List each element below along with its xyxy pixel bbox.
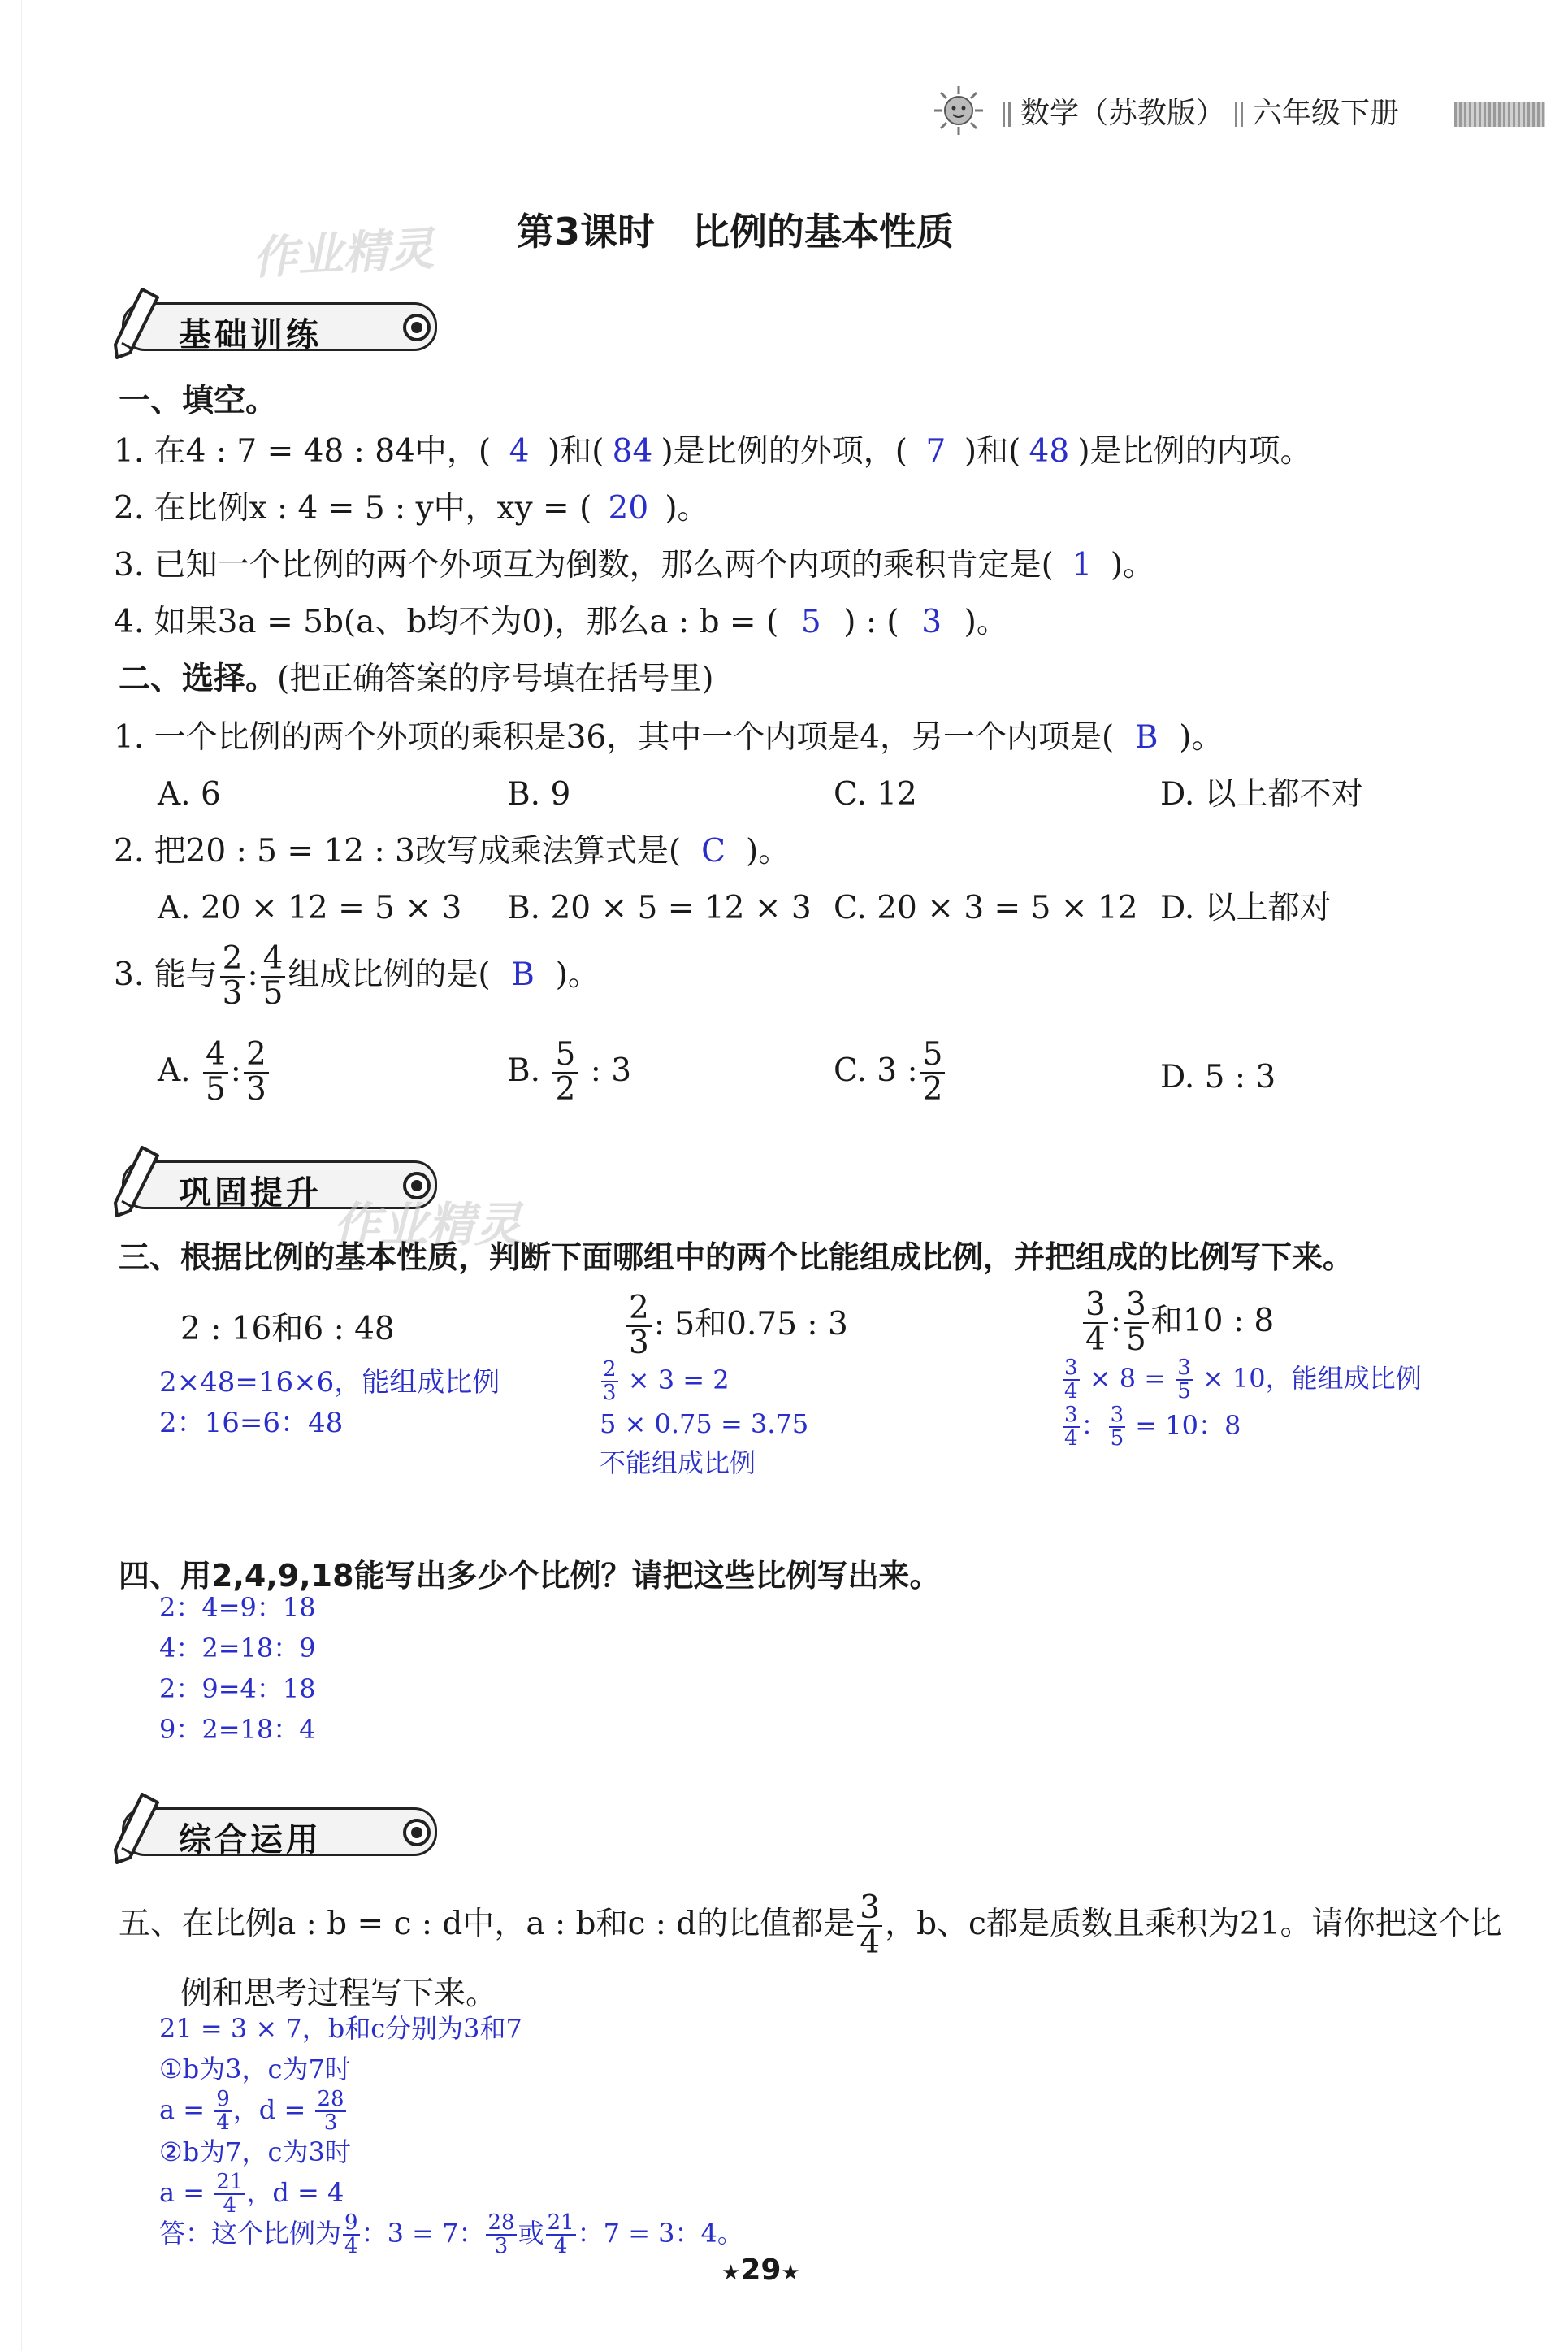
q-text: )。 bbox=[555, 956, 600, 993]
part5-question-cont: 例和思考过程写下来。 bbox=[180, 1976, 498, 2012]
option: B. 9 bbox=[507, 776, 571, 813]
fraction bbox=[601, 1359, 618, 1405]
fraction bbox=[343, 2212, 360, 2258]
part5-answer: 21 = 3 × 7，b和c分别为3和7 bbox=[159, 2013, 522, 2044]
denominator: 3 bbox=[222, 974, 243, 1012]
fraction bbox=[857, 1889, 882, 1961]
numerator: 2 bbox=[603, 1357, 617, 1382]
numerator: 5 bbox=[920, 1039, 946, 1074]
part2-heading bbox=[119, 663, 713, 695]
option: B. 20 × 5 = 12 × 3 bbox=[507, 890, 812, 926]
badge-label: 综合运用 bbox=[179, 1821, 322, 1859]
fraction bbox=[1176, 1357, 1193, 1403]
numerator: 9 bbox=[216, 2087, 230, 2111]
option-label: C. bbox=[834, 1052, 867, 1089]
fraction bbox=[220, 940, 245, 1012]
answer: 84 bbox=[612, 433, 653, 470]
numerator: 3 bbox=[1124, 1289, 1149, 1324]
fraction bbox=[1109, 1404, 1126, 1451]
q-text: 4. 如果3a = 5b(a、b均不为0)，那么a : b = ( bbox=[114, 604, 779, 640]
part5-answer bbox=[159, 2089, 348, 2135]
denominator: 2 bbox=[922, 1070, 943, 1108]
denominator: 3 bbox=[494, 2234, 509, 2259]
answer: 3 bbox=[921, 604, 942, 640]
numerator: 3 bbox=[1110, 1403, 1124, 1427]
badge-ring-icon bbox=[403, 1819, 431, 1846]
q-text: : bbox=[247, 956, 258, 993]
denominator: 5 bbox=[1177, 1379, 1191, 1404]
page-number bbox=[721, 2253, 800, 2287]
fraction bbox=[1124, 1286, 1149, 1358]
part2-q3 bbox=[114, 940, 600, 1012]
part5-answer: ①b为3，c为7时 bbox=[159, 2054, 351, 2084]
part1-q4 bbox=[114, 606, 1008, 638]
watermark: 作业精灵 bbox=[250, 223, 435, 285]
numerator: 4 bbox=[203, 1039, 228, 1074]
numerator: 2 bbox=[244, 1039, 269, 1074]
part3-group2-title bbox=[624, 1292, 848, 1360]
option-label: A. bbox=[158, 1052, 191, 1089]
watermark: 作业精灵 bbox=[333, 1197, 522, 1252]
page-edge bbox=[21, 0, 22, 2351]
part5-final-answer bbox=[159, 2212, 743, 2258]
part3-group2-answer bbox=[600, 1359, 730, 1405]
answer-text: a = bbox=[159, 2176, 206, 2208]
q-text: )。 bbox=[665, 490, 709, 527]
q-text: 2. 在比例x : 4 = 5 : y中，xy = ( bbox=[114, 490, 592, 527]
answer-text: ，d = bbox=[232, 2093, 306, 2125]
denominator: 4 bbox=[860, 1924, 881, 1961]
fraction bbox=[214, 2171, 245, 2218]
part3-group2-answer: 5 × 0.75 = 3.75 bbox=[600, 1408, 809, 1439]
answer-text: a = bbox=[159, 2093, 206, 2125]
q-text: 3. 已知一个比例的两个外项互为倒数，那么两个内项的乘积肯定是( bbox=[114, 547, 1054, 583]
section-badge-application bbox=[89, 1799, 447, 1858]
option: D. 5 : 3 bbox=[1160, 1059, 1276, 1095]
header-subject: 数学（苏教版） bbox=[1020, 97, 1226, 130]
option bbox=[158, 1036, 271, 1108]
numerator: 2 bbox=[220, 943, 245, 978]
numerator: 21 bbox=[216, 2170, 244, 2194]
part2-q2 bbox=[114, 833, 790, 870]
option: D. 以上都不对 bbox=[1160, 776, 1363, 813]
denominator: 5 bbox=[1125, 1321, 1146, 1358]
denominator: 3 bbox=[603, 1381, 617, 1406]
denominator: 5 bbox=[205, 1070, 226, 1108]
answer-text: = 10：8 bbox=[1135, 1409, 1241, 1441]
option: C. 12 bbox=[834, 776, 917, 813]
star-icon: ★ bbox=[721, 2261, 741, 2285]
part4-answer: 2：9=4：18 bbox=[159, 1673, 316, 1704]
fraction bbox=[1083, 1286, 1108, 1358]
part1-q2 bbox=[114, 490, 709, 527]
part5-question bbox=[119, 1889, 1502, 1961]
answer-text: × 8 = bbox=[1089, 1362, 1167, 1394]
q-text: 2. 把20 : 5 = 12 : 3改写成乘法算式是( bbox=[114, 833, 682, 870]
part3-group1-answer: 2：16=6：48 bbox=[159, 1407, 344, 1439]
numerator: 9 bbox=[344, 2210, 358, 2235]
q-text: 1. 在4 : 7 = 48 : 84中，( bbox=[114, 433, 492, 470]
part4-answer: 2：4=9：18 bbox=[159, 1592, 316, 1623]
denominator: 4 bbox=[216, 2110, 230, 2136]
numerator: 3 bbox=[857, 1892, 882, 1927]
answer: B bbox=[1134, 719, 1159, 756]
pencil-icon bbox=[97, 1144, 162, 1217]
answer-text: ，d = 4 bbox=[246, 2176, 344, 2208]
numerator: 28 bbox=[487, 2210, 515, 2235]
lesson-title: 第3课时 比例的基本性质 bbox=[517, 210, 955, 254]
numerator: 3 bbox=[1177, 1356, 1191, 1380]
denominator: 3 bbox=[245, 1070, 266, 1108]
part1-q1 bbox=[114, 433, 1312, 470]
option bbox=[834, 1036, 947, 1108]
header bbox=[993, 99, 1399, 128]
part2-q1 bbox=[114, 719, 1224, 756]
part3-group1-title: 2 : 16和6 : 48 bbox=[180, 1311, 395, 1347]
numerator: 3 bbox=[1083, 1289, 1108, 1324]
pencil-icon bbox=[97, 286, 162, 359]
option: A. 20 × 12 = 5 × 3 bbox=[158, 890, 462, 926]
option: D. 以上都对 bbox=[1160, 890, 1332, 926]
q-text: ) : ( bbox=[843, 604, 899, 640]
denominator: 4 bbox=[223, 2193, 237, 2219]
q-text: 五、在比例a : b = c : d中，a : b和c : d的比值都是 bbox=[119, 1905, 855, 1942]
denominator: 4 bbox=[1064, 1426, 1078, 1451]
header-separator bbox=[1235, 102, 1243, 127]
part5-answer: ②b为7，c为3时 bbox=[159, 2136, 351, 2167]
answer: 1 bbox=[1072, 547, 1093, 583]
answer-text: × 3 = 2 bbox=[627, 1364, 730, 1395]
q-text: )是比例的内项。 bbox=[1077, 433, 1312, 470]
answer-text: 或 bbox=[518, 2217, 544, 2249]
q-text: : bbox=[1110, 1302, 1121, 1339]
q-text: )和( bbox=[964, 433, 1021, 470]
fraction bbox=[214, 2089, 232, 2135]
q-text: 组成比例的是( bbox=[288, 956, 491, 993]
denominator: 2 bbox=[555, 1070, 576, 1108]
part3-group3-answer bbox=[1061, 1357, 1422, 1403]
q-text: 和10 : 8 bbox=[1150, 1302, 1275, 1339]
q-text: 3. 能与 bbox=[114, 956, 218, 993]
fraction bbox=[244, 1036, 269, 1108]
q-text: ，b、c都是质数且乘积为21。请你把这个比 bbox=[885, 1905, 1502, 1942]
numerator: 21 bbox=[547, 2210, 574, 2235]
answer-text: 答：这个比例为 bbox=[159, 2217, 342, 2249]
numerator: 4 bbox=[261, 943, 286, 978]
part3-group2-answer: 不能组成比例 bbox=[600, 1447, 756, 1478]
answer: 5 bbox=[800, 604, 821, 640]
option: C. 20 × 3 = 5 × 12 bbox=[834, 890, 1138, 926]
denominator: 3 bbox=[323, 2110, 338, 2136]
denominator: 4 bbox=[553, 2234, 568, 2259]
answer: 48 bbox=[1029, 433, 1070, 470]
page-number-value: 29 bbox=[740, 2253, 782, 2287]
part5-answer bbox=[159, 2171, 344, 2218]
q-text: )。 bbox=[1179, 719, 1224, 756]
part2-heading-note: (把正确答案的序号填在括号里) bbox=[277, 661, 714, 697]
numerator: 28 bbox=[317, 2087, 344, 2111]
q-text: )。 bbox=[1110, 547, 1155, 583]
q-text: )是比例的外项，( bbox=[661, 433, 907, 470]
badge-label: 基础训练 bbox=[179, 316, 322, 354]
q-text: 1. 一个比例的两个外项的乘积是36，其中一个内项是4，另一个内项是( bbox=[114, 719, 1115, 756]
part3-group3-title bbox=[1081, 1286, 1275, 1358]
answer-text: × 10，能组成比例 bbox=[1202, 1362, 1422, 1394]
numerator: 5 bbox=[552, 1039, 578, 1074]
numerator: 3 bbox=[1064, 1403, 1078, 1427]
fraction bbox=[626, 1292, 652, 1360]
section-badge-basic bbox=[89, 294, 447, 353]
fraction bbox=[1063, 1357, 1080, 1403]
q-text: 3 : bbox=[877, 1052, 918, 1089]
part1-q3 bbox=[114, 549, 1154, 581]
numerator: 3 bbox=[1064, 1356, 1078, 1380]
q-text: : bbox=[230, 1052, 241, 1089]
badge-ring-icon bbox=[403, 314, 431, 341]
header-separator bbox=[1003, 102, 1011, 127]
header-decor-bar bbox=[1454, 102, 1545, 127]
pencil-icon bbox=[97, 1791, 162, 1864]
answer: 7 bbox=[925, 433, 946, 470]
denominator: 3 bbox=[629, 1324, 649, 1361]
fraction bbox=[920, 1036, 946, 1108]
header-grade: 六年级下册 bbox=[1253, 97, 1400, 130]
answer: B bbox=[511, 956, 535, 993]
badge-label: 巩固提升 bbox=[179, 1174, 322, 1212]
part4-answer: 4：2=18：9 bbox=[159, 1633, 316, 1663]
answer-text: ：3 = 7： bbox=[361, 2217, 485, 2249]
q-text: )和( bbox=[548, 433, 604, 470]
fraction bbox=[486, 2212, 516, 2258]
fraction bbox=[203, 1036, 228, 1108]
option: A. 6 bbox=[158, 776, 221, 813]
part2-heading-main: 二、选择。 bbox=[119, 661, 278, 697]
denominator: 5 bbox=[262, 974, 284, 1012]
denominator: 5 bbox=[1110, 1426, 1124, 1451]
star-icon: ★ bbox=[781, 2261, 800, 2285]
header-sun-icon bbox=[933, 85, 985, 142]
denominator: 4 bbox=[1085, 1321, 1106, 1358]
fraction bbox=[315, 2089, 345, 2135]
q-text: : 3 bbox=[580, 1052, 632, 1089]
part3-heading: 三、根据比例的基本性质，判断下面哪组中的两个比能组成比例，并把组成的比例写下来。 bbox=[119, 1239, 1354, 1275]
part3-group3-answer bbox=[1061, 1404, 1241, 1451]
fraction bbox=[261, 940, 286, 1012]
fraction bbox=[546, 2212, 576, 2258]
denominator: 4 bbox=[1064, 1379, 1078, 1404]
option bbox=[507, 1036, 632, 1108]
fraction bbox=[552, 1036, 578, 1108]
part4-heading: 四、用2,4,9,18能写出多少个比例？请把这些比例写出来。 bbox=[119, 1558, 941, 1594]
option-label: B. bbox=[507, 1052, 541, 1089]
answer-text: ： bbox=[1081, 1409, 1107, 1441]
answer: 20 bbox=[608, 490, 649, 527]
q-text: )。 bbox=[746, 833, 790, 870]
answer: 4 bbox=[509, 433, 530, 470]
answer-text: ：7 = 3：4。 bbox=[577, 2217, 743, 2249]
answer: C bbox=[701, 833, 726, 870]
numerator: 2 bbox=[626, 1292, 652, 1327]
part1-heading: 一、填空。 bbox=[119, 383, 278, 419]
q-text: : 5和0.75 : 3 bbox=[653, 1305, 848, 1342]
fraction bbox=[1063, 1404, 1080, 1451]
part4-answer: 9：2=18：4 bbox=[159, 1714, 316, 1745]
part3-group1-answer: 2×48=16×6，能组成比例 bbox=[159, 1366, 500, 1399]
denominator: 4 bbox=[344, 2234, 358, 2259]
q-text: )。 bbox=[964, 604, 1008, 640]
